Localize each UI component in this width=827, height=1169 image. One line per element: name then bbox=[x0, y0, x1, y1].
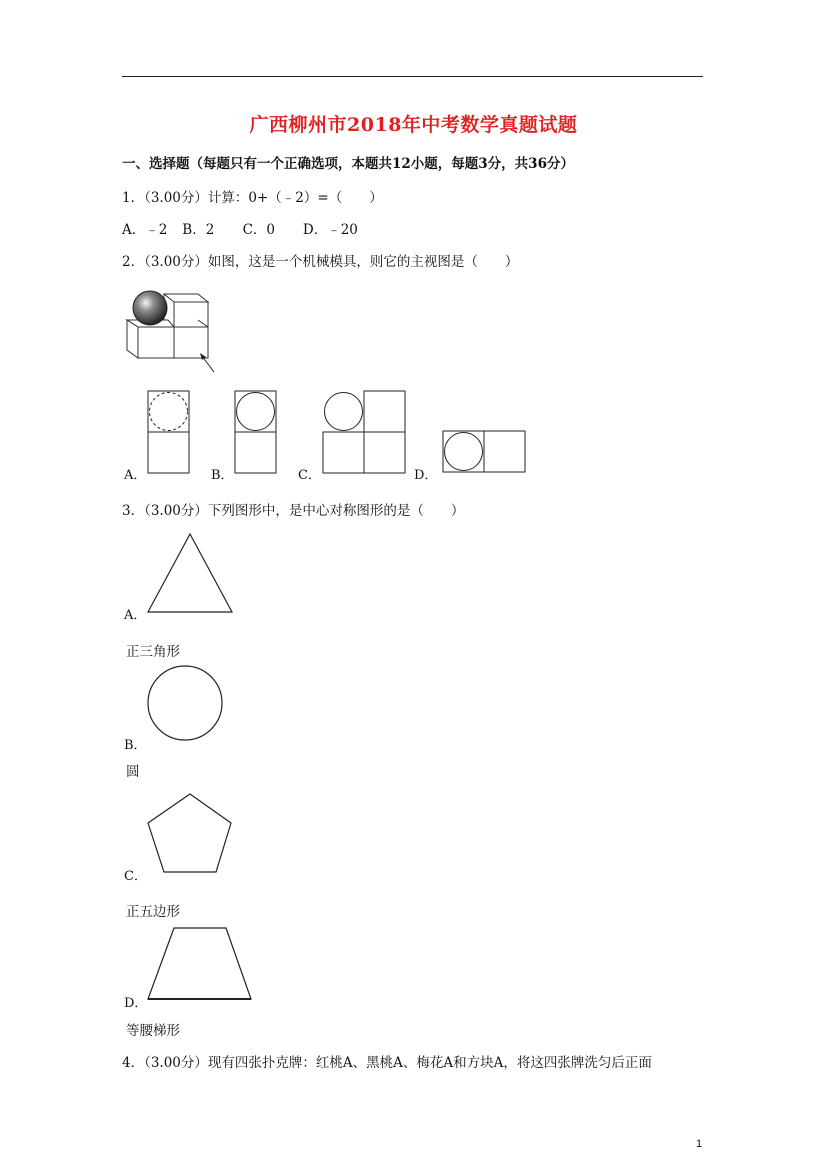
q1-option-b: B．2 bbox=[182, 222, 215, 238]
question-4-stem: 4．（3.00分）现有四张扑克牌：红桃A、黑桃A、梅花A和方块A，将这四张牌洗匀后正面 bbox=[122, 1055, 652, 1071]
q3-option-d-label: D． bbox=[124, 996, 148, 1011]
section-heading: 一、选择题（每题只有一个正确选项，本题共12小题，每题3分，共36分） bbox=[122, 156, 574, 172]
circle-figure bbox=[146, 664, 226, 744]
q2-option-d-figure bbox=[442, 430, 528, 474]
q3-caption-b: 圆 bbox=[126, 764, 140, 780]
page-title: 广西柳州市2018年中考数学真题试题 bbox=[249, 114, 578, 136]
equilateral-triangle-figure bbox=[146, 532, 234, 614]
q3-option-b-label: B． bbox=[124, 738, 147, 753]
q2-option-a-figure bbox=[147, 390, 191, 474]
q2-option-b-figure bbox=[234, 390, 278, 474]
question-3-stem: 3．（3.00分）下列图形中，是中心对称图形的是（ ） bbox=[122, 503, 465, 519]
question-2-stem: 2．（3.00分）如图，这是一个机械模具，则它的主视图是（ ） bbox=[122, 254, 519, 270]
q3-option-c-label: C． bbox=[124, 869, 147, 884]
q2-option-d-label: D． bbox=[414, 468, 438, 483]
q2-option-a-label: A． bbox=[124, 468, 147, 483]
isosceles-trapezoid-figure bbox=[146, 926, 254, 1002]
mold-figure bbox=[122, 282, 218, 374]
q3-caption-a: 正三角形 bbox=[126, 644, 180, 660]
q3-caption-c: 正五边形 bbox=[126, 904, 180, 920]
question-1-stem: 1．（3.00分）计算：0+（﹣2）=（ ） bbox=[122, 190, 383, 206]
q1-option-c: C．0 bbox=[242, 222, 276, 238]
q2-option-c-figure bbox=[322, 390, 408, 474]
regular-pentagon-figure bbox=[146, 792, 234, 876]
q2-option-b-label: B． bbox=[211, 468, 234, 483]
q2-option-c-label: C． bbox=[298, 468, 321, 483]
q1-option-d: D．﹣20 bbox=[302, 222, 358, 238]
question-1-options bbox=[122, 218, 358, 238]
page-number: 1 bbox=[696, 1138, 703, 1150]
q3-caption-d: 等腰梯形 bbox=[126, 1023, 180, 1039]
q1-option-a: A．﹣2 bbox=[122, 222, 168, 238]
header-rule bbox=[122, 76, 703, 77]
q3-option-a-label: A． bbox=[124, 608, 147, 623]
